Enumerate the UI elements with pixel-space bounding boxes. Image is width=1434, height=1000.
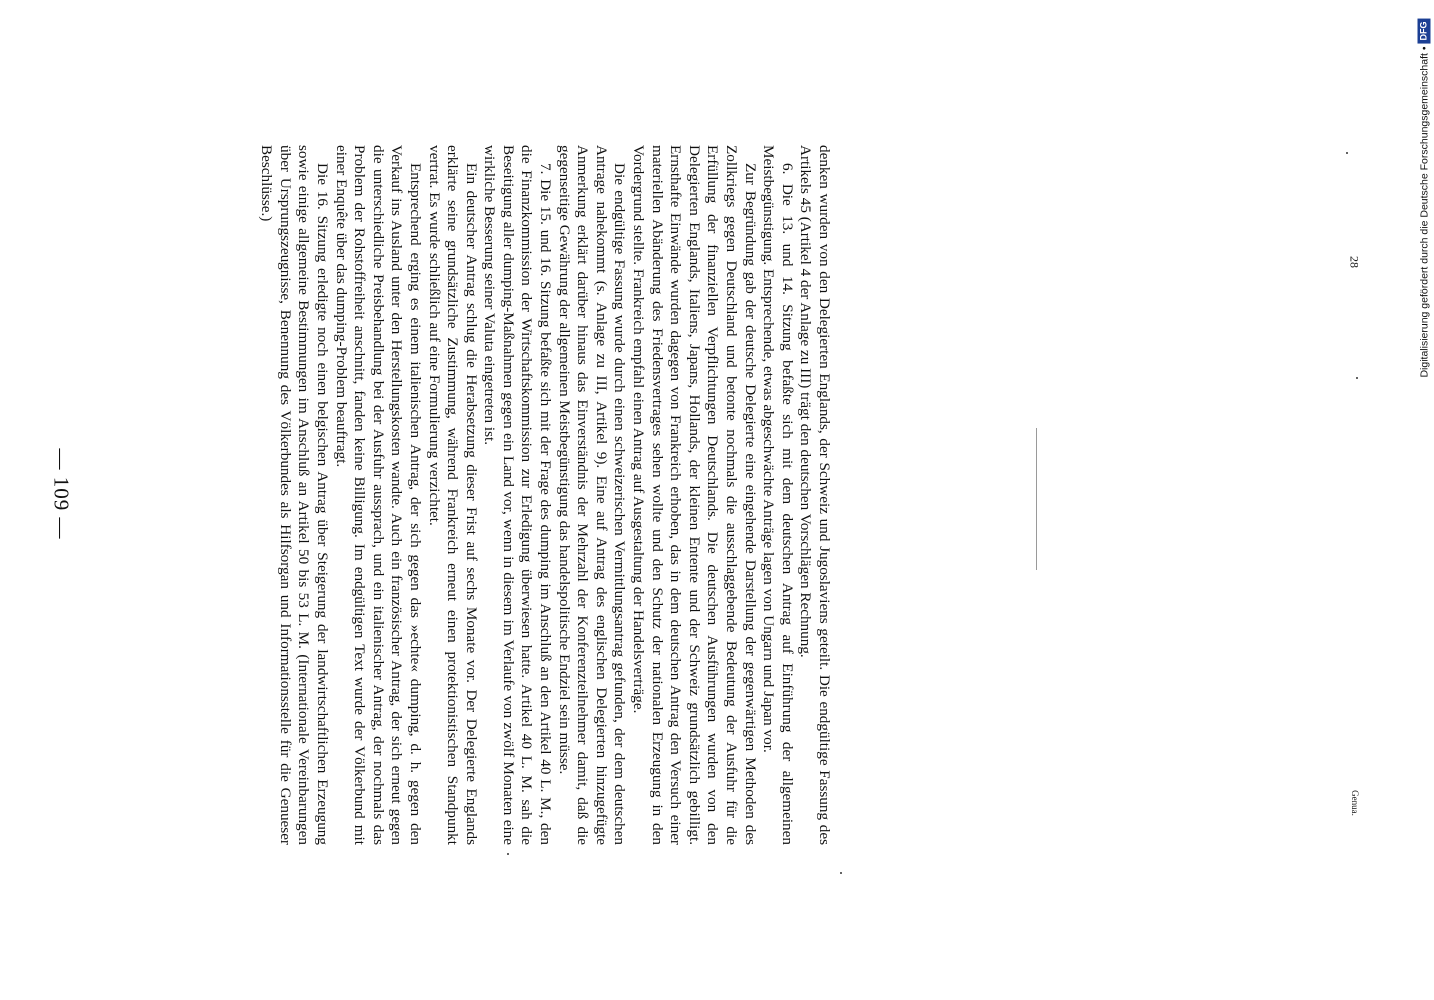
scan-speck xyxy=(507,853,509,855)
paragraph-3: Zur Begründung gab der deutsche Delegierte eine eingehende Darstellung der gegenwärtigen Methoden des Zollkriegs gegen Deutschland und betonte nochmals die ausschlaggebende Bedeutung der Ausfuhr für die Erfüllung der finanziellen Verpflichtungen Deutschlands. Die deutschen Ausführungen wurden von den Delegierten Englands, Italiens, Japans, Hollands, der kleinen Entente und der Schweiz grundsätzlich gebilligt. Ernsthafte Einwände wurden dagegen von Frankreich erhoben, das in dem deutschen Antrag den Versuch einer materiellen Abänderung des Friedensvertrages sehen wollte und den Schutz der nationalen Erzeugung in den Vordergrund stellte. Frankreich empfahl einen Antrag auf Ausgestaltung der Handelsverträge. xyxy=(630,145,759,845)
dfg-logo: DFG xyxy=(1418,18,1431,43)
scan-speck xyxy=(840,872,842,874)
footer-mark: Genua. xyxy=(1350,790,1360,816)
paragraph-2: 6. Die 13. und 14. Sitzung befaßte sich mit dem deutschen Antrag auf Einführung der allgemeinen Meistbegünstigung. Entsprechende, etwas abgeschwächte Anträge lagen von Ungarn und Japan vor. xyxy=(760,145,797,845)
paragraph-7: Entsprechend erging es einem italienischen Antrag, der sich gegen das »echte« dumping, d. h. gegen den Verkauf ins Ausland unter den Herstellungskosten wandte. Auch ein französischer Antrag, der sich erneut gegen die unterschiedliche Preisbehandlung bei der Ausfuhr aussprach, und ein italienischer Antrag, der nochmals das Problem der Rohstoffreiheit anschnitt, fanden keine Billigung. Im endgültigen Text wurde der Völkerbund mit einer Enquête über das dumping-Problem beauftragt. xyxy=(332,145,425,845)
scan-speck xyxy=(1356,377,1358,379)
paragraph-1: denken wurden von den Delegierten Englands, der Schweiz und Jugoslaviens geteilt. Die endgültige Fassung des Artikels 45 (Artikel 4 der Anlage zu III) trägt den deutschen Vorschlägen Rechnung. xyxy=(797,145,834,845)
paragraph-4: Die endgültige Fassung wurde durch einen schweizerischen Vermittlungsantrag gefunden, der dem deutschen Antrage nahekommt (s. Anlage zu III, Artikel 9). Eine auf Antrag des englischen Delegierten hinzugefügte Anmerkung erklärt darüber hinaus das Einverständnis der Mehrzahl der Konferenzteilnehmer damit, daß die gegenseitige Gewährung der allgemeinen Meistbegünstigung das handelspolitische Endziel sein müsse. xyxy=(555,145,629,845)
paragraph-5: 7. Die 15. und 16. Sitzung befaßte sich mit der Frage des dumping im Anschluß an den Artikel 40 L. M., den die Finanzkommission der Wirtschaftskommission zur Erledigung überwiesen hatte. Artikel 40 L. M. sah die Beseitigung aller dumping-Maßnahmen gegen ein Land vor, wenn in diesem im Verlaufe von zwölf Monaten eine wirkliche Besserung seiner Valuta eingetreten ist. xyxy=(481,145,555,845)
scan-speck xyxy=(1346,152,1348,154)
paragraph-8: Die 16. Sitzung erledigte noch einen belgischen Antrag über Steigerung der landwirtschaftlichen Erzeugung sowie einige allgemeine Bestimmungen im Anschluß an Artikel 50 bis 53 L. M. (Internationale Vereinbarungen über Ursprungszeugnisse, Benennung des Völkerbundes als Hilfsorgan und Informationsstelle für die Genueser Beschlüsse.) xyxy=(258,145,332,845)
digitization-notice xyxy=(1418,18,1431,377)
paragraph-6: Ein deutscher Antrag schlug die Herabsetzung dieser Frist auf sechs Monate vor. Der Delegierte Englands erklärte seine grundsätzliche Zustimmung, während Frankreich erneut einen protektionistischen Standpunkt vertrat. Es wurde schließlich auf eine Formulierung verzichtet. xyxy=(425,145,480,845)
page-number: — 109 — xyxy=(49,448,74,540)
digitization-text: Digitalisierung gefördert durch die Deutsche Forschungsgemeinschaft • xyxy=(1418,46,1430,378)
sheet-number: 28 xyxy=(1347,256,1362,268)
body-text xyxy=(257,145,833,845)
divider-rule xyxy=(1036,428,1037,570)
